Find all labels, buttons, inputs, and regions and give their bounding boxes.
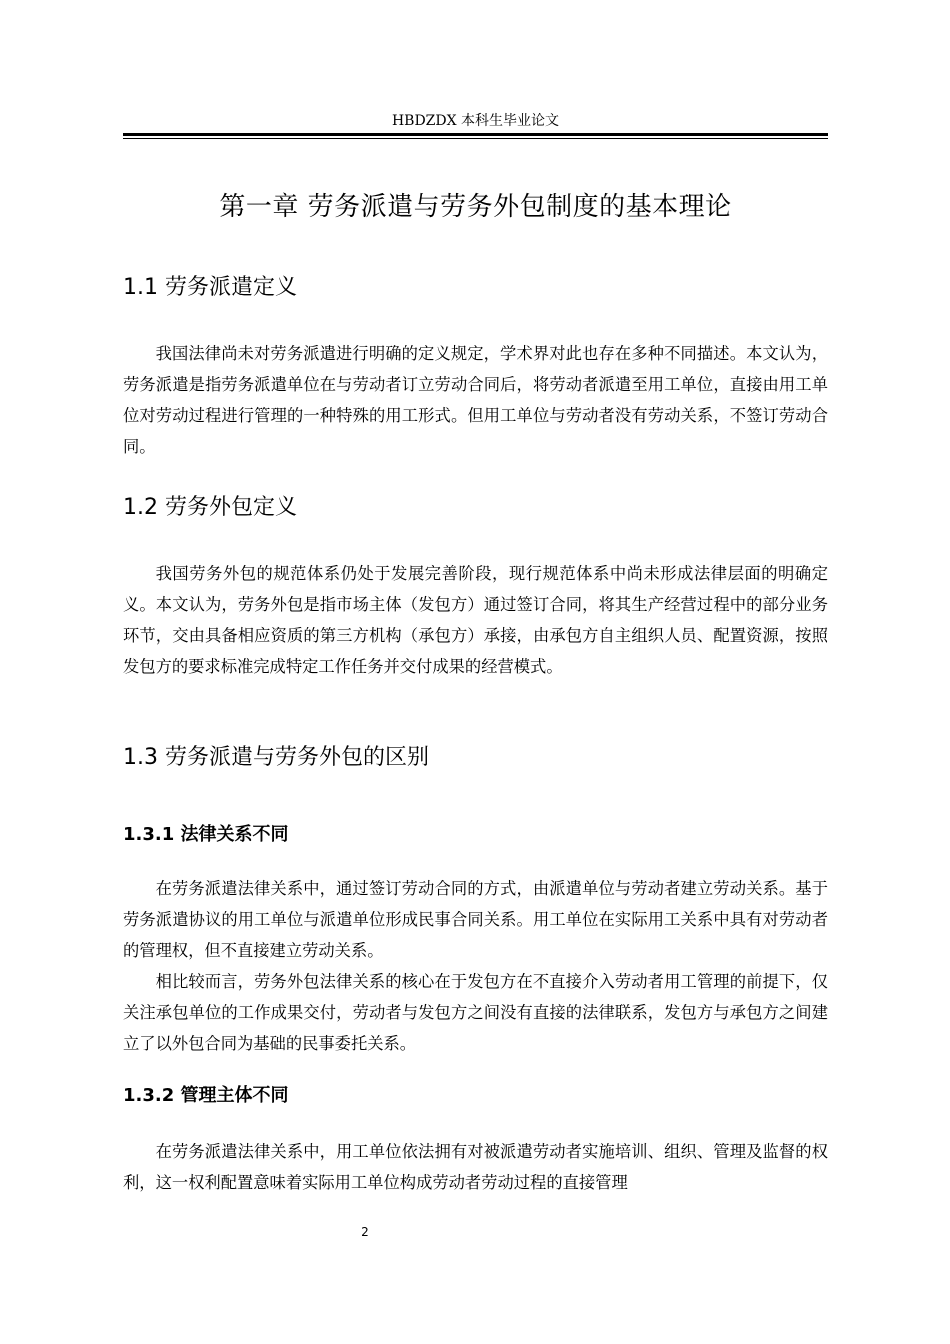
page-number: 2 <box>361 1225 369 1239</box>
chapter-title: 第一章 劳务派遣与劳务外包制度的基本理论 <box>219 192 732 222</box>
section-heading-1-3: 1.3 劳务派遣与劳务外包的区别 <box>123 745 429 770</box>
paragraph-1-3-2-a: 在劳务派遣法律关系中，用工单位依法拥有对被派遣劳动者实施培训、组织、管理及监督的权利，这一权利配置意味着实际用工单位构成劳动者劳动过程的直接管理 <box>123 1142 828 1192</box>
paragraph-1-3-1-a: 在劳务派遣法律关系中，通过签订劳动合同的方式，由派遣单位与劳动者建立劳动关系。基于劳务派遣协议的用工单位与派遣单位形成民事合同关系。用工单位在实际用工关系中具有对劳动者的管理权，但不直接建立劳动关系。 <box>123 879 828 960</box>
paragraph-1-3-1-b: 相比较而言，劳务外包法律关系的核心在于发包方在不直接介入劳动者用工管理的前提下，仅关注承包单位的工作成果交付，劳动者与发包方之间没有直接的法律联系，发包方与承包方之间建立了以外包合同为基础的民事委托关系。 <box>123 972 828 1053</box>
paragraph-1-2: 我国劳务外包的规范体系仍处于发展完善阶段，现行规范体系中尚未形成法律层面的明确定义。本文认为，劳务外包是指市场主体（发包方）通过签订合同，将其生产经营过程中的部分业务环节，交由具备相应资质的第三方机构（承包方）承接，由承包方自主组织人员、配置资源，按照发包方的要求标准完成特定工作任务并交付成果的经营模式。 <box>123 564 828 676</box>
page-header: HBDZDX 本科生毕业论文 <box>391 113 560 129</box>
section-heading-1-2: 1.2 劳务外包定义 <box>123 495 297 520</box>
header-rule-thin <box>123 138 828 139</box>
subsection-heading-1-3-1: 1.3.1 法律关系不同 <box>123 824 289 845</box>
paragraph-1-1: 我国法律尚未对劳务派遣进行明确的定义规定，学术界对此也存在多种不同描述。本文认为，劳务派遣是指劳务派遣单位在与劳动者订立劳动合同后，将劳动者派遣至用工单位，直接由用工单位对劳动过程进行管理的一种特殊的用工形式。但用工单位与劳动者没有劳动关系，不签订劳动合同。 <box>123 344 828 456</box>
subsection-heading-1-3-2: 1.3.2 管理主体不同 <box>123 1085 289 1106</box>
section-heading-1-1: 1.1 劳务派遣定义 <box>123 275 297 300</box>
header-rule-thick <box>123 133 828 136</box>
